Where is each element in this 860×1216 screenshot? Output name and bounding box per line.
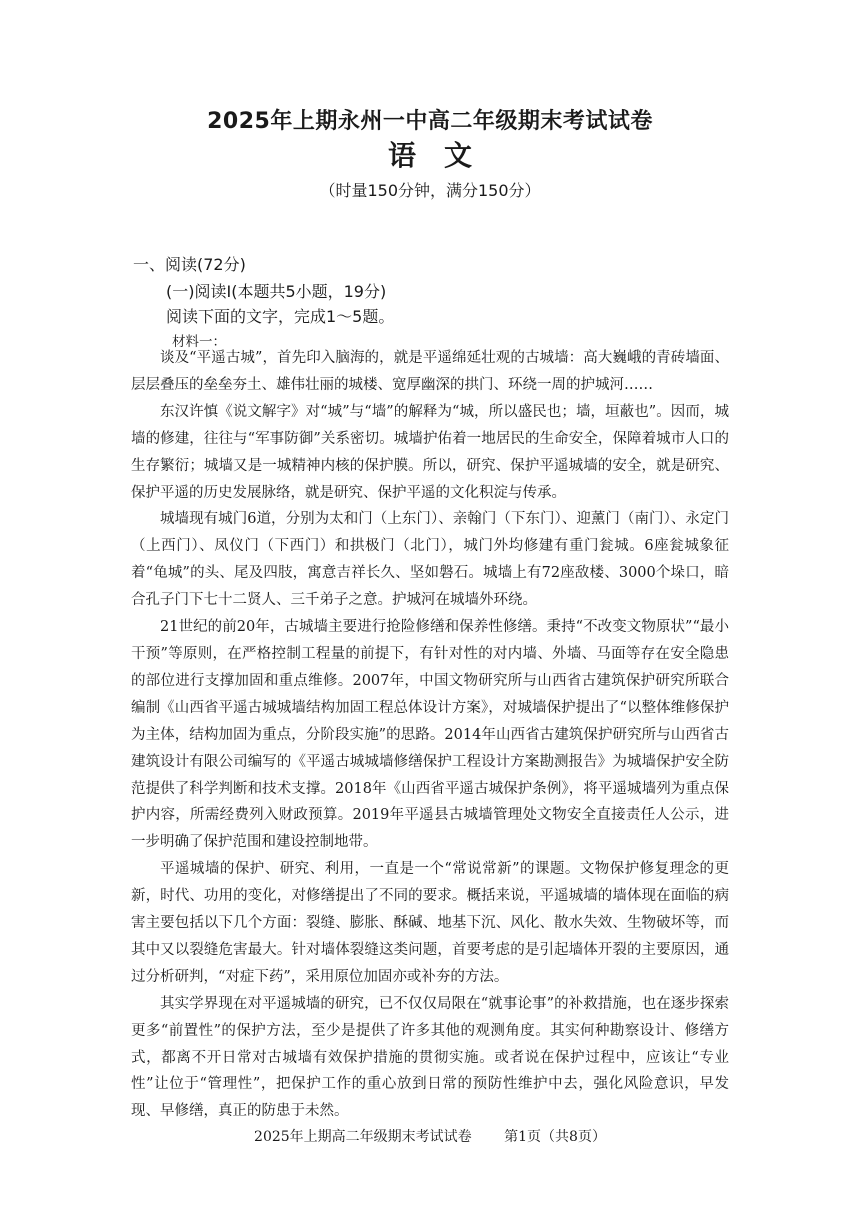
reading-instruction: 阅读下面的文字，完成1～5题。 [166, 307, 395, 326]
footer-page-number: 第1页（共8页） [504, 1129, 606, 1145]
passage-paragraph: 城墙现有城门6道，分别为太和门（上东门）、亲翰门（下东门）、迎薰门（南门）、永定门（上西门）、凤仪门（下西门）和拱极门（北门），城门外均修建有重门瓮城。6座瓮城象征着“龟城”的头、尾及四肢，寓意吉祥长久、坚如磐石。城墙上有72座敌楼、3000个垛口，暗合孔子门下七十二贤人、三千弟子之意。护城河在城墙外环绕。 [131, 511, 729, 609]
subsection-heading-reading-one: (一)阅读Ⅰ(本题共5小题，19分) [166, 282, 387, 301]
material-label: 材料一： [172, 334, 226, 350]
passage-paragraph: 其实学界现在对平遥城墙的研究，已不仅仅局限在“就事论事”的补救措施，也在逐步探索更多“前置性”的保护方法，至少是提供了许多其他的观测角度。其实何种勘察设计、修缮方式，都离不开日常对古城墙有效保护措施的贯彻实施。或者说在保护过程中，应该让“专业性”让位于“管理性”，把保护工作的重心放到日常的预防性维护中去，强化风险意识，早发现、早修缮，真正的防患于未然。 [131, 995, 729, 1120]
page-footer [0, 1126, 860, 1146]
passage-paragraph: 平遥城墙的保护、研究、利用，一直是一个“常说常新”的课题。文物保护修复理念的更新，时代、功用的变化，对修缮提出了不同的要求。概括来说，平遥城墙的墙体现在面临的病害主要包括以下几个方面：裂缝、膨胀、酥碱、地基下沉、风化、散水失效、生物破坏等，而其中又以裂缝危害最大。针对墙体裂缝这类问题，首要考虑的是引起墙体开裂的主要原因，通过分析研判，“对症下药”，采用原位加固亦或补夯的方法。 [131, 861, 729, 985]
time-and-score-note: （时量150分钟，满分150分） [319, 181, 541, 200]
section-heading-reading: 一、阅读(72分) [133, 255, 246, 274]
passage-paragraph: 东汉许慎《说文解字》对“城”与“墙”的解释为“城，所以盛民也；墙，垣蔽也”。因而，城墙的修建，往往与“军事防御”关系密切。城墙护佑着一地居民的生命安全，保障着城市人口的生存繁衍；城墙又是一城精神内核的保护膜。所以，研究、保护平遥城墙的安全，就是研究、保护平遥的历史发展脉络，就是研究、保护平遥的文化积淀与传承。 [131, 403, 729, 501]
passage-paragraph: 谈及“平遥古城”，首先印入脑海的，就是平遥绵延壮观的古城墙：高大巍峨的青砖墙面、层层叠压的垒垒夯土、雄伟壮丽的城楼、宽厚幽深的拱门、环绕一周的护城河…… [131, 350, 729, 393]
passage-paragraph: 21世纪的前20年，古城墙主要进行抢险修缮和保养性修缮。秉持“不改变文物原状”“最小干预”等原则，在严格控制工程量的前提下，有针对性的对内墙、外墙、马面等存在安全隐患的部位进行支撑加固和重点维修。2007年，中国文物研究所与山西省古建筑保护研究所联合编制《山西省平遥古城城墙结构加固工程总体设计方案》，对城墙保护提出了“以整体维修保护为主体，结构加固为重点，分阶段实施”的思路。2014年山西省古建筑保护研究所与山西省古建筑设计有限公司编写的《平遥古城城墙修缮保护工程设计方案勘测报告》为城墙保护安全防范提供了科学判断和技术支撑。2018年《山西省平遥古城保护条例》，将平遥城墙列为重点保护内容，所需经费列入财政预算。2019年平遥县古城墙管理处文物安全直接责任人公示，进一步明确了保护范围和建设控制地带。 [131, 619, 729, 851]
footer-exam-name: 2025年上期高二年级期末考试试卷 [254, 1129, 472, 1145]
passage-body [131, 345, 729, 1125]
subject-title: 语文 [387, 139, 500, 172]
exam-title: 2025年上期永州一中高二年级期末考试试卷 [207, 109, 653, 134]
